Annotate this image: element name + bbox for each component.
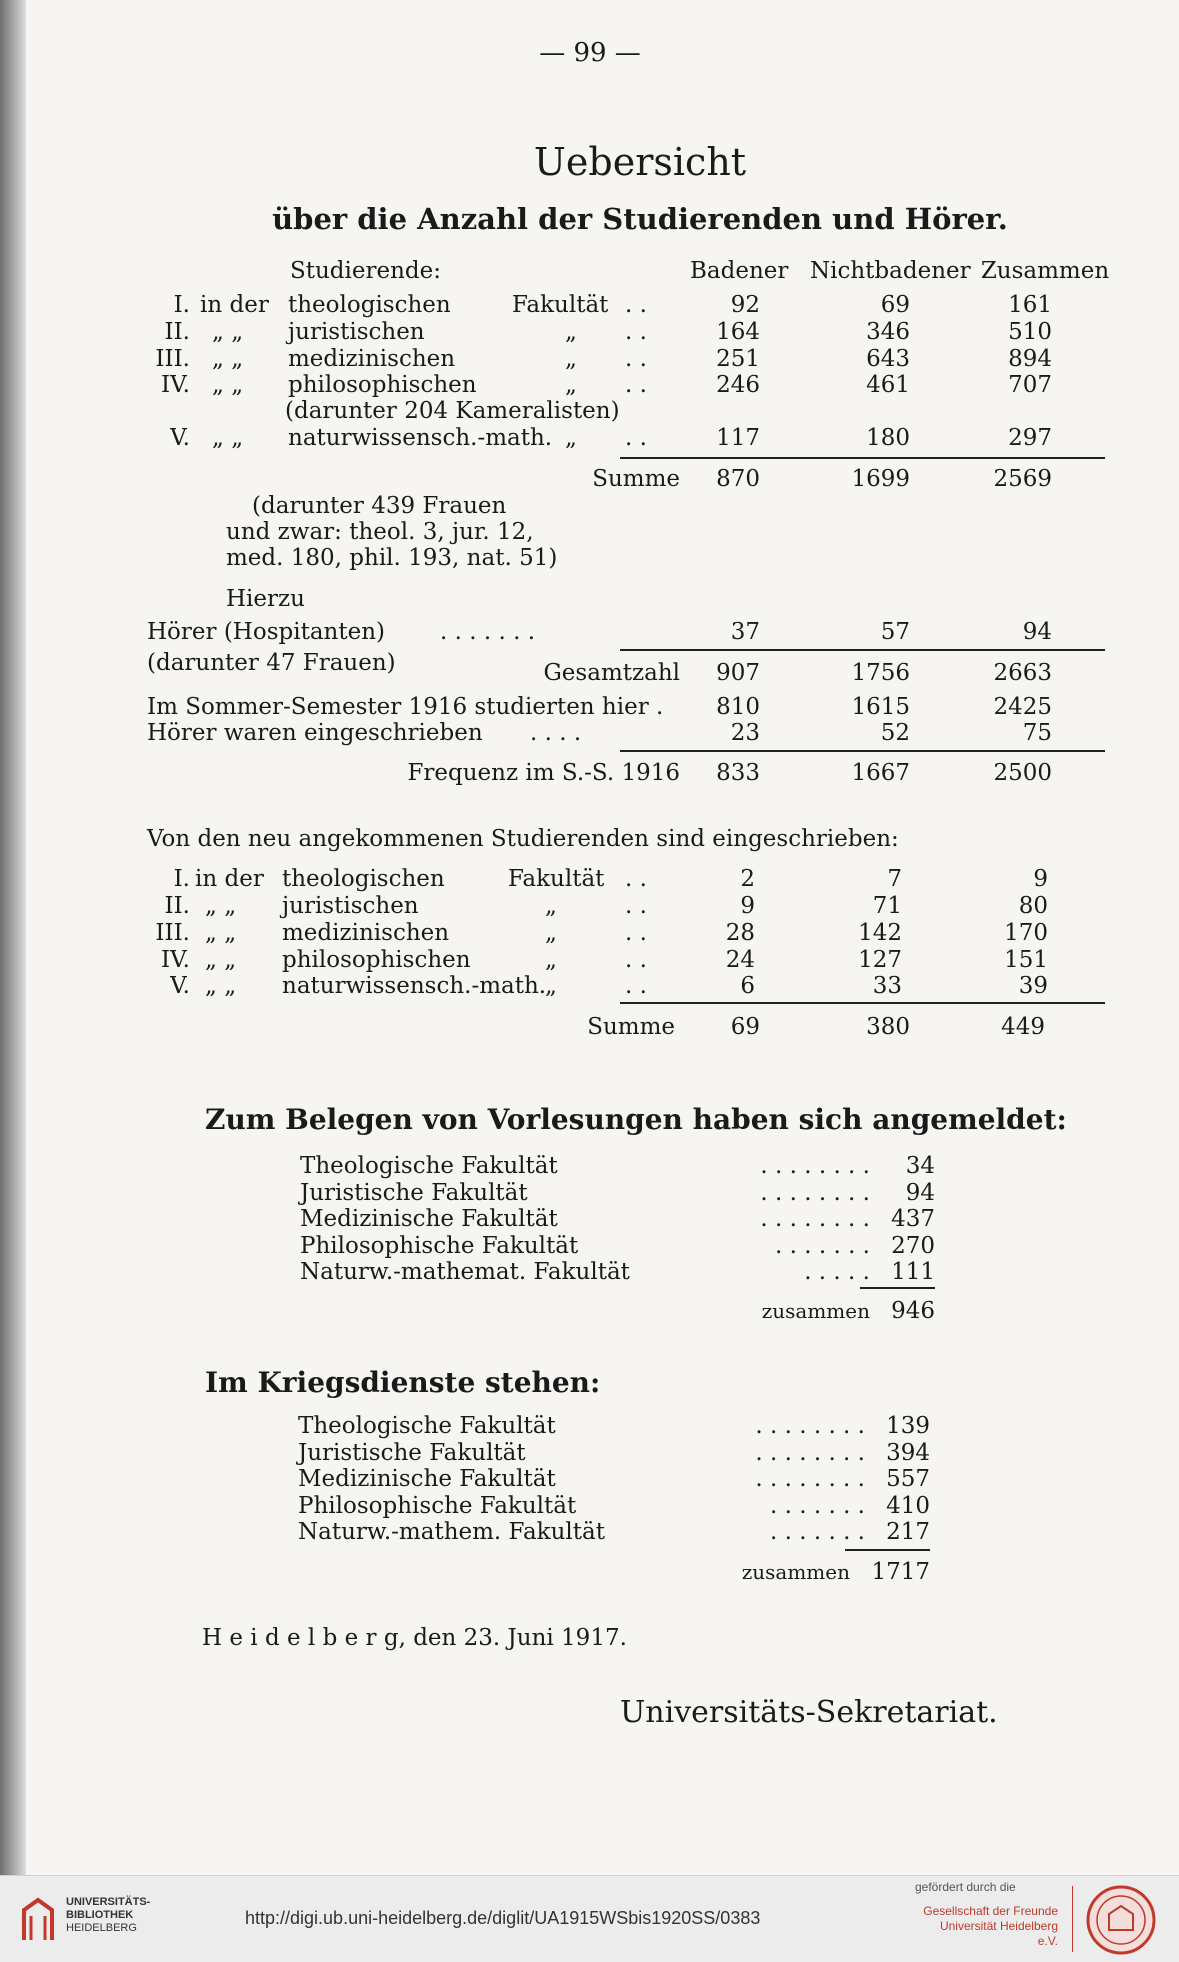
hoerer2-zusammen: 75 (1022, 720, 1052, 746)
table2-row-fakultaet: Fakultät (508, 866, 605, 892)
table1-row-prefix: „ „ (212, 425, 244, 451)
table1-row-prefix: „ „ (212, 346, 244, 372)
table1-row-dots: . . (625, 372, 647, 398)
table2-summe-label: Summe (587, 1014, 675, 1040)
women-note-line-2: und zwar: theol. 3, jur. 12, (226, 519, 534, 545)
signature: Universitäts-Sekretariat. (620, 1695, 998, 1730)
library-logo-text (66, 1896, 150, 1935)
table2-row-prefix: „ „ (205, 947, 237, 973)
hoerer2-dots: . . . . (530, 720, 582, 746)
table2-cell-badener: 9 (740, 893, 755, 919)
belegen-item-dots: . . . . . . . . (760, 1206, 870, 1232)
krieg-item-value: 217 (886, 1519, 930, 1545)
hoerer-badener: 37 (730, 619, 760, 645)
table2-cell-zusammen: 39 (1018, 973, 1048, 999)
table1-row-subject: philosophischen (288, 372, 477, 398)
table1-header-zusammen: Zusammen (980, 258, 1110, 284)
belegen-item-label: Philosophische Fakultät (300, 1232, 579, 1259)
table2-row-dots: . . (625, 920, 647, 946)
table2-cell-zusammen: 9 (1033, 866, 1048, 892)
table1-header-nichtbadener: Nichtbadener (810, 258, 971, 284)
table1-row-dots: . . (625, 346, 647, 372)
hoerer2-badener: 23 (730, 720, 760, 746)
footer-bar (0, 1875, 1179, 1962)
table1-cell-badener: 251 (716, 346, 760, 372)
seal-icon (1085, 1884, 1157, 1956)
table2-row-subject: medizinischen (282, 920, 450, 946)
table1-row-dots: . . (625, 292, 647, 318)
table2-row-fakultaet: „ (545, 947, 557, 973)
table2-row-dots: . . (625, 866, 647, 892)
frequenz-label: Frequenz im S.-S. 1916 (407, 760, 680, 786)
table1-summe-label: Summe (592, 466, 680, 492)
belegen-total-value: 946 (891, 1298, 935, 1324)
sommer-badener: 810 (716, 694, 760, 720)
table1-row-label: Studierende: (290, 258, 442, 284)
table1-row-dots: . . (625, 425, 647, 451)
table1-summe-nichtbadener: 1699 (851, 466, 910, 492)
gesamt-nichtbadener: 1756 (851, 660, 910, 686)
belegen-item-value: 94 (905, 1179, 935, 1206)
sommer-zusammen: 2425 (993, 694, 1052, 720)
table2-cell-nichtbadener: 33 (872, 973, 902, 999)
belegen-item-dots: . . . . . . . (774, 1232, 870, 1259)
table1-summe-badener: 870 (716, 466, 760, 492)
table2-row-number: III. (155, 920, 190, 946)
krieg-item-value: 394 (886, 1439, 930, 1466)
table2-row-fakultaet: „ (545, 893, 557, 919)
table1-cell-nichtbadener: 643 (866, 346, 910, 372)
table1-cell-nichtbadener: 461 (866, 372, 910, 398)
table2-cell-nichtbadener: 142 (858, 920, 902, 946)
krieg-item-value: 410 (886, 1492, 930, 1519)
table2-row-number: V. (170, 973, 190, 999)
hoerer-women-note: (darunter 47 Frauen) (147, 650, 396, 676)
table2-cell-zusammen: 151 (1004, 947, 1048, 973)
table1-row-subject: naturwissensch.-math. (288, 425, 553, 451)
table1-row-prefix: in der (200, 292, 269, 318)
belegen-item-label: Naturw.-mathemat. Fakultät (300, 1259, 630, 1285)
frequenz-zusammen: 2500 (993, 760, 1052, 786)
table2-row-dots: . . (625, 947, 647, 973)
hoerer-zusammen: 94 (1022, 619, 1052, 645)
table1-row-number: I. (173, 292, 190, 318)
table2-summe-nichtbadener: 380 (866, 1014, 910, 1040)
table2-row-dots: . . (625, 893, 647, 919)
table1-row-number: IV. (161, 372, 190, 398)
table2-summe-zusammen: 449 (1001, 1014, 1045, 1040)
hoerer-nichtbadener: 57 (880, 619, 910, 645)
sponsor-intro: gefördert durch die (915, 1880, 1016, 1894)
table2-cell-badener: 24 (725, 947, 755, 973)
page-subtitle: über die Anzahl der Studierenden und Hörer. (272, 202, 1008, 236)
table1-row-fakultaet: „ (565, 425, 577, 451)
table1-row-fakultaet: „ (565, 319, 577, 345)
table2-row-fakultaet: „ (545, 920, 557, 946)
frequenz-badener: 833 (716, 760, 760, 786)
table1-row-subject: theologischen (288, 292, 451, 318)
table2-row-dots: . . (625, 973, 647, 999)
table1-cell-nichtbadener: 180 (866, 425, 910, 451)
page-edge (0, 0, 26, 1875)
table1-cell-zusammen: 894 (1008, 346, 1052, 372)
krieg-total-value: 1717 (871, 1559, 930, 1585)
krieg-item-label: Theologische Fakultät (298, 1413, 556, 1439)
krieg-heading: Im Kriegsdienste stehen: (205, 1366, 601, 1399)
table2-row-subject: naturwissensch.-math. (282, 973, 547, 999)
table1-row-prefix: „ „ (212, 319, 244, 345)
sponsor-name (918, 1904, 1058, 1949)
table2-row-subject: philosophischen (282, 947, 471, 973)
table2-row-fakultaet: „ (545, 973, 557, 999)
krieg-rule (845, 1549, 930, 1551)
sommer-nichtbadener: 1615 (851, 694, 910, 720)
table1-cell-badener: 92 (730, 292, 760, 318)
table1-summe-rule (620, 457, 1105, 459)
table2-cell-zusammen: 80 (1018, 893, 1048, 919)
belegen-item-label: Juristische Fakultät (300, 1179, 528, 1206)
table2-row-number: IV. (161, 947, 190, 973)
library-logo-line-2: BIBLIOTHEK (66, 1909, 134, 1921)
table1-row-number: V. (170, 425, 190, 451)
belegen-item-value: 111 (891, 1259, 935, 1285)
frequenz-nichtbadener: 1667 (851, 760, 910, 786)
belegen-rule (860, 1287, 935, 1289)
table1-row-fakultaet: „ (565, 372, 577, 398)
footer-url-link[interactable]: http://digi.ub.uni-heidelberg.de/diglit/UA1915WSbis1920SS/0383 (245, 1908, 761, 1928)
table1-note-kameralisten: (darunter 204 Kameralisten) (285, 398, 620, 424)
women-note-line-1: (darunter 439 Frauen (252, 493, 507, 519)
table2-intro: Von den neu angekommenen Studierenden sind eingeschrieben: (147, 826, 899, 852)
table1-cell-zusammen: 707 (1008, 372, 1052, 398)
page-title: Uebersicht (533, 140, 747, 184)
table2-cell-nichtbadener: 7 (887, 866, 902, 892)
frequenz-rule (620, 750, 1105, 752)
belegen-item-label: Theologische Fakultät (300, 1153, 558, 1179)
table2-summe-badener: 69 (730, 1014, 760, 1040)
krieg-item-label: Juristische Fakultät (298, 1439, 526, 1466)
hoerer2-label: Hörer waren eingeschrieben (147, 720, 483, 746)
belegen-item-dots: . . . . . . . . (760, 1153, 870, 1179)
krieg-item-dots: . . . . . . . (769, 1492, 865, 1519)
library-logo-icon (18, 1896, 58, 1944)
hoerer-label: Hörer (Hospitanten) (147, 619, 385, 645)
hoerer2-nichtbadener: 52 (880, 720, 910, 746)
table2-row-prefix: „ „ (205, 893, 237, 919)
sponsor-name-line-2: Universität Heidelberg e.V. (939, 1919, 1058, 1948)
krieg-item-value: 139 (886, 1413, 930, 1439)
belegen-item-value: 270 (891, 1232, 935, 1259)
table1-cell-badener: 117 (716, 425, 760, 451)
krieg-item-dots: . . . . . . . . (755, 1466, 865, 1492)
table2-row-prefix: in der (195, 866, 264, 892)
table2-cell-badener: 2 (740, 866, 755, 892)
gesamt-rule (620, 649, 1105, 651)
table2-summe-rule (620, 1002, 1105, 1004)
table1-cell-badener: 164 (716, 319, 760, 345)
hoerer-dots: . . . . . . . (440, 619, 536, 645)
belegen-item-value: 437 (891, 1206, 935, 1232)
belegen-item-dots: . . . . . . . . (760, 1179, 870, 1206)
table1-cell-nichtbadener: 69 (880, 292, 910, 318)
krieg-item-label: Naturw.-mathem. Fakultät (298, 1519, 605, 1545)
table2-row-prefix: „ „ (205, 973, 237, 999)
table2-cell-badener: 28 (725, 920, 755, 946)
krieg-item-dots: . . . . . . . (769, 1519, 865, 1545)
table1-row-subject: juristischen (288, 319, 425, 345)
krieg-item-dots: . . . . . . . . (755, 1413, 865, 1439)
table1-summe-zusammen: 2569 (993, 466, 1052, 492)
krieg-item-dots: . . . . . . . . (755, 1439, 865, 1466)
table1-cell-zusammen: 297 (1008, 425, 1052, 451)
table1-row-fakultaet: Fakultät (512, 292, 609, 318)
krieg-item-label: Medizinische Fakultät (298, 1466, 556, 1492)
gesamt-label: Gesamtzahl (543, 660, 680, 686)
hierzu-label: Hierzu (226, 586, 305, 612)
library-logo-line-3: HEIDELBERG (66, 1922, 137, 1934)
table2-row-prefix: „ „ (205, 920, 237, 946)
belegen-item-dots: . . . . . (804, 1259, 870, 1285)
sommer-label: Im Sommer-Semester 1916 studierten hier . (147, 694, 664, 720)
belegen-heading: Zum Belegen von Vorlesungen haben sich angemeldet: (205, 1103, 1067, 1136)
belegen-item-value: 34 (905, 1153, 935, 1179)
table2-row-number: II. (164, 893, 190, 919)
krieg-total-label: zusammen (741, 1560, 850, 1584)
table1-header-badener: Badener (690, 258, 789, 284)
gesamt-badener: 907 (716, 660, 760, 686)
table1-cell-zusammen: 510 (1008, 319, 1052, 345)
table1-row-number: II. (164, 319, 190, 345)
table2-cell-nichtbadener: 127 (858, 947, 902, 973)
library-logo-line-1: UNIVERSITÄTS- (66, 1896, 151, 1908)
table2-cell-zusammen: 170 (1004, 920, 1048, 946)
table1-row-dots: . . (625, 319, 647, 345)
belegen-item-label: Medizinische Fakultät (300, 1206, 558, 1232)
belegen-total-label: zusammen (761, 1299, 870, 1323)
table2-row-number: I. (173, 866, 190, 892)
gesamt-zusammen: 2663 (993, 660, 1052, 686)
table1-row-number: III. (155, 346, 190, 372)
table1-row-prefix: „ „ (212, 372, 244, 398)
place-date: H e i d e l b e r g, den 23. Juni 1917. (202, 1625, 627, 1651)
page-number: — 99 — (539, 38, 641, 68)
table1-row-subject: medizinischen (288, 346, 456, 372)
table1-cell-nichtbadener: 346 (866, 319, 910, 345)
table2-row-subject: juristischen (282, 893, 419, 919)
table2-cell-badener: 6 (740, 973, 755, 999)
table2-cell-nichtbadener: 71 (872, 893, 902, 919)
table2-row-subject: theologischen (282, 866, 445, 892)
sponsor-divider (1072, 1886, 1073, 1952)
krieg-item-value: 557 (886, 1466, 930, 1492)
table1-row-fakultaet: „ (565, 346, 577, 372)
table1-cell-badener: 246 (716, 372, 760, 398)
table1-cell-zusammen: 161 (1008, 292, 1052, 318)
sponsor-name-line-1: Gesellschaft der Freunde (923, 1904, 1058, 1918)
krieg-item-label: Philosophische Fakultät (298, 1492, 577, 1519)
women-note-line-3: med. 180, phil. 193, nat. 51) (226, 545, 558, 571)
